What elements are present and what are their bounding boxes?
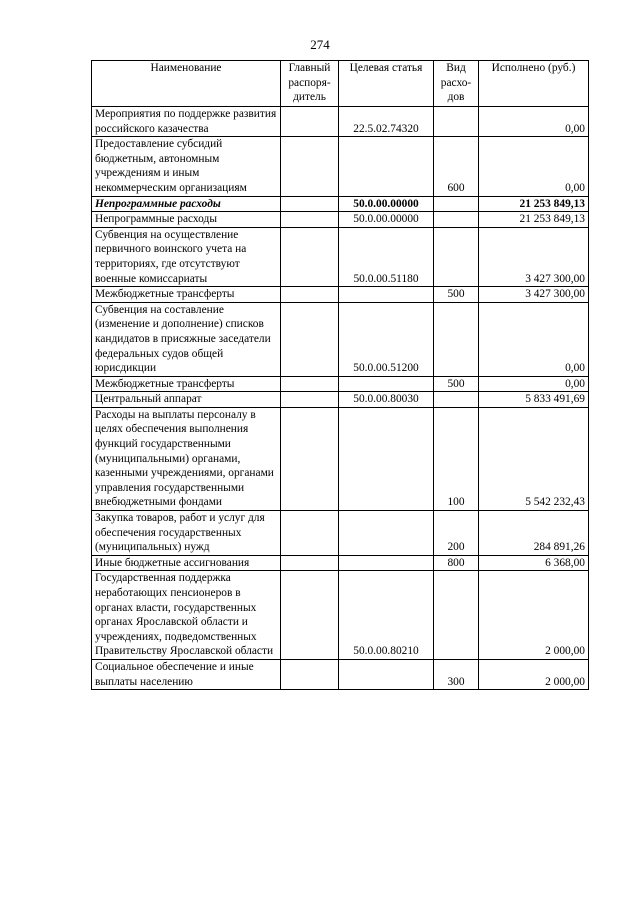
cell-expense-type: [434, 302, 479, 376]
cell-main-manager: [281, 227, 339, 286]
table-row: [92, 212, 589, 228]
cell-expense-type: [434, 196, 479, 212]
cell-main-manager: [281, 212, 339, 228]
cell-executed: 0,00: [479, 376, 589, 392]
cell-target-article: [339, 555, 434, 571]
cell-main-manager: [281, 571, 339, 660]
table-row: [92, 227, 589, 286]
cell-expense-type: 300: [434, 659, 479, 689]
cell-expense-type: 100: [434, 407, 479, 510]
cell-name: Социальное обеспечение и иные выплаты населению: [92, 659, 281, 689]
cell-executed: 3 427 300,00: [479, 227, 589, 286]
cell-executed: 3 427 300,00: [479, 287, 589, 303]
cell-name: Государственная поддержка неработающих пенсионеров в органах власти, государственных органах Ярославской области и учреждениях, подведомственных Правительству Ярославской области: [92, 571, 281, 660]
header-name: Наименование: [92, 61, 281, 107]
table-row: [92, 196, 589, 212]
cell-main-manager: [281, 196, 339, 212]
cell-name: Иные бюджетные ассигнования: [92, 555, 281, 571]
cell-target-article: 50.0.00.51180: [339, 227, 434, 286]
table-row: [92, 407, 589, 510]
cell-main-manager: [281, 555, 339, 571]
table-row: [92, 659, 589, 689]
cell-executed: 0,00: [479, 137, 589, 196]
cell-name: Непрограммные расходы: [92, 212, 281, 228]
cell-target-article: [339, 137, 434, 196]
cell-expense-type: 500: [434, 287, 479, 303]
table-row: [92, 302, 589, 376]
header-target-article: Целевая статья: [339, 61, 434, 107]
cell-main-manager: [281, 107, 339, 137]
cell-target-article: 22.5.02.74320: [339, 107, 434, 137]
cell-name: Межбюджетные трансферты: [92, 376, 281, 392]
cell-executed: 2 000,00: [479, 571, 589, 660]
cell-main-manager: [281, 287, 339, 303]
cell-main-manager: [281, 376, 339, 392]
cell-executed: 0,00: [479, 302, 589, 376]
cell-expense-type: 200: [434, 511, 479, 556]
cell-name: Субвенция на осуществление первичного воинского учета на территориях, где отсутствуют военные комиссариаты: [92, 227, 281, 286]
header-expense-type: Вид расхо-дов: [434, 61, 479, 107]
cell-executed: 21 253 849,13: [479, 212, 589, 228]
cell-main-manager: [281, 511, 339, 556]
cell-executed: 0,00: [479, 107, 589, 137]
page-number: 274: [310, 37, 330, 52]
cell-target-article: 50.0.00.00000: [339, 196, 434, 212]
cell-name: Мероприятия по поддержке развития российского казачества: [92, 107, 281, 137]
cell-name: Центральный аппарат: [92, 392, 281, 408]
expenditure-table: [91, 60, 589, 690]
cell-name: Межбюджетные трансферты: [92, 287, 281, 303]
cell-main-manager: [281, 659, 339, 689]
cell-target-article: 50.0.00.51200: [339, 302, 434, 376]
cell-target-article: [339, 407, 434, 510]
cell-expense-type: [434, 392, 479, 408]
cell-expense-type: 800: [434, 555, 479, 571]
table-row: [92, 571, 589, 660]
cell-name: Субвенция на составление (изменение и дополнение) списков кандидатов в присяжные заседатели федеральных судов общей юрисдикции: [92, 302, 281, 376]
cell-executed: 2 000,00: [479, 659, 589, 689]
cell-executed: 5 542 232,43: [479, 407, 589, 510]
cell-expense-type: [434, 227, 479, 286]
cell-name: Предоставление субсидий бюджетным, автономным учреждениям и иным некоммерческим организациям: [92, 137, 281, 196]
cell-expense-type: 600: [434, 137, 479, 196]
table-row: [92, 137, 589, 196]
table-row: [92, 555, 589, 571]
cell-expense-type: [434, 571, 479, 660]
table-row: [92, 376, 589, 392]
cell-executed: 284 891,26: [479, 511, 589, 556]
cell-expense-type: 500: [434, 376, 479, 392]
cell-target-article: 50.0.00.00000: [339, 212, 434, 228]
table-row: [92, 392, 589, 408]
cell-name: Расходы на выплаты персоналу в целях обеспечения выполнения функций государственными (муниципальными) органами, казенными учреждениями, органами управления государственными внебюджетными фондами: [92, 407, 281, 510]
cell-main-manager: [281, 137, 339, 196]
cell-target-article: [339, 376, 434, 392]
table-row: [92, 287, 589, 303]
cell-target-article: 50.0.00.80210: [339, 571, 434, 660]
table-row: [92, 107, 589, 137]
cell-expense-type: [434, 212, 479, 228]
cell-main-manager: [281, 302, 339, 376]
cell-target-article: [339, 287, 434, 303]
cell-target-article: [339, 511, 434, 556]
cell-executed: 5 833 491,69: [479, 392, 589, 408]
cell-target-article: 50.0.00.80030: [339, 392, 434, 408]
cell-name: Непрограммные расходы: [92, 196, 281, 212]
cell-target-article: [339, 659, 434, 689]
table-header-row: [92, 61, 589, 107]
cell-expense-type: [434, 107, 479, 137]
table-row: [92, 511, 589, 556]
cell-main-manager: [281, 407, 339, 510]
cell-name: Закупка товаров, работ и услуг для обеспечения государственных (муниципальных) нужд: [92, 511, 281, 556]
header-executed: Исполнено (руб.): [479, 61, 589, 107]
header-main-manager: Главный распоря-дитель: [281, 61, 339, 107]
cell-main-manager: [281, 392, 339, 408]
cell-executed: 21 253 849,13: [479, 196, 589, 212]
cell-executed: 6 368,00: [479, 555, 589, 571]
